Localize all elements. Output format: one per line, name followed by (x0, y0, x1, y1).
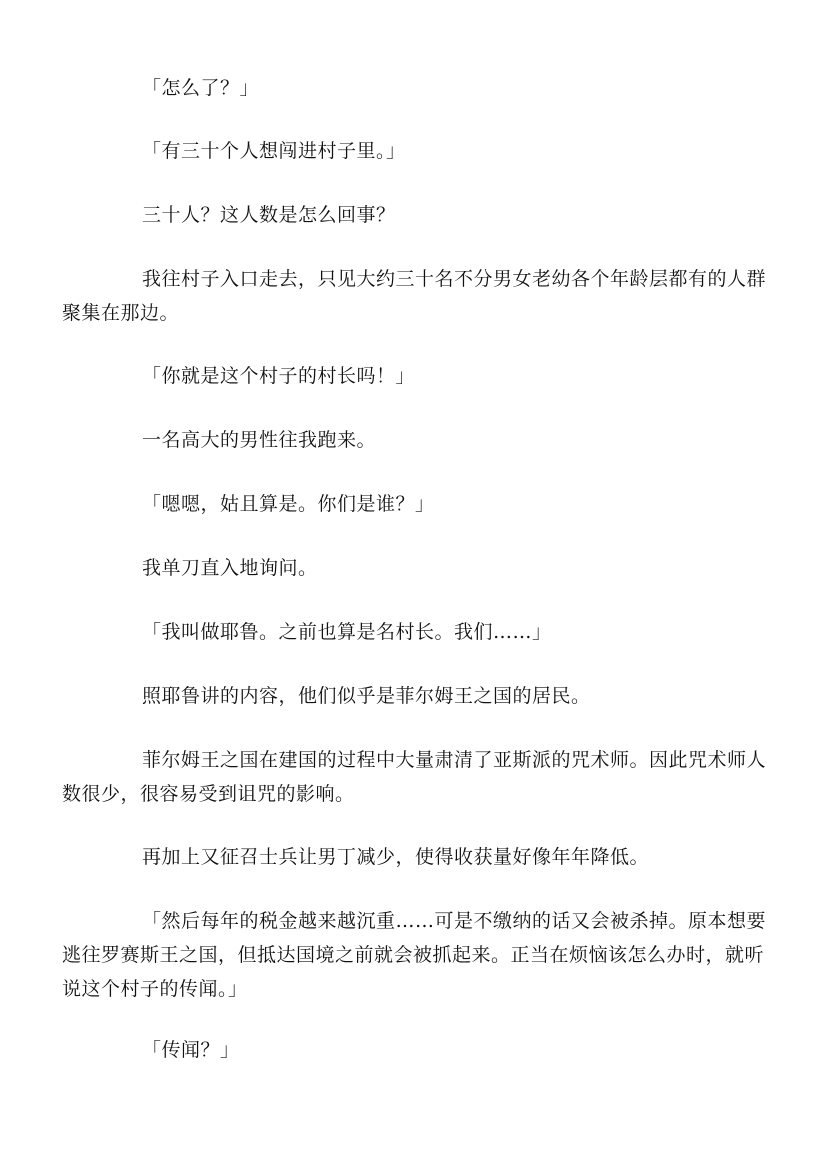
paragraph-5: 「你就是这个村子的村长吗！」 (142, 365, 416, 387)
paragraph-7: 「嗯嗯，姑且算是。你们是谁？」 (142, 493, 435, 515)
paragraph-13: 「然后每年的税金越来越沉重……可是不缴纳的话又会被杀掉。原本想要逃往罗赛斯王之国，但抵达国境之前就会被抓起来。正当在烦恼该怎么办时，就听说这个村子的传闻。」 (62, 910, 767, 1000)
paragraph-11: 菲尔姆王之国在建国的过程中大量肃清了亚斯派的咒术师。因此咒术师人数很少，很容易受到诅咒的影响。 (62, 749, 767, 805)
paragraph-1: 「怎么了？」 (142, 77, 260, 99)
paragraph-2: 「有三十个人想闯进村子里。」 (142, 140, 406, 162)
paragraph-10: 照耶鲁讲的内容，他们似乎是菲尔姆王之国的居民。 (142, 685, 591, 707)
paragraph-14: 「传闻？」 (142, 1039, 240, 1061)
paragraph-9: 「我叫做耶鲁。之前也算是名村长。我们……」 (142, 621, 552, 643)
paragraph-8: 我单刀直入地询问。 (142, 557, 318, 579)
paragraph-4: 我往村子入口走去，只见大约三十名不分男女老幼各个年龄层都有的人群聚集在那边。 (62, 268, 767, 324)
paragraph-3: 三十人？这人数是怎么回事？ (142, 204, 396, 226)
paragraph-12: 再加上又征召士兵让男丁减少，使得收获量好像年年降低。 (142, 846, 650, 868)
paragraph-6: 一名高大的男性往我跑来。 (142, 429, 377, 451)
